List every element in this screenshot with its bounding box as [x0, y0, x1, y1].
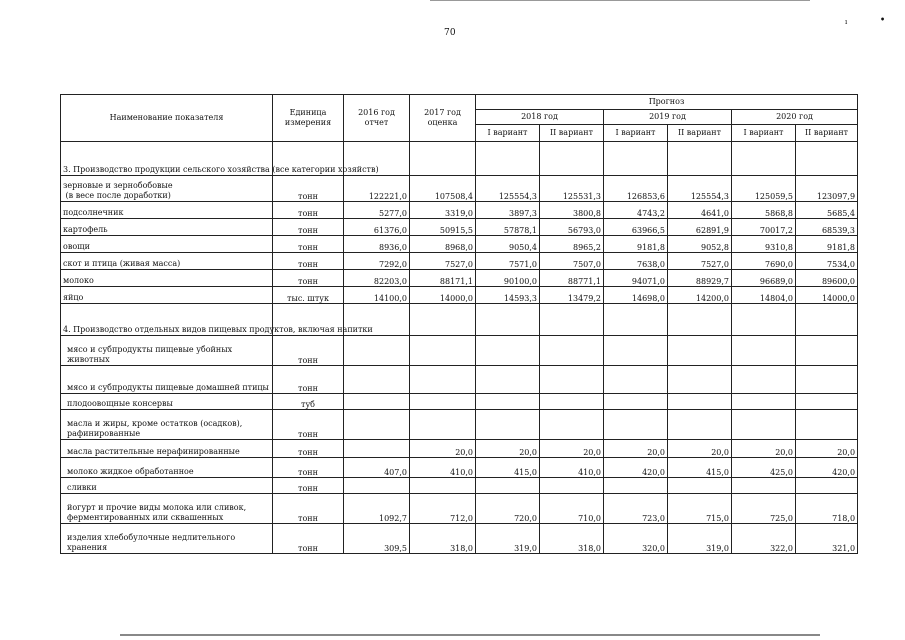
value-cell: 88929,7 [668, 270, 732, 287]
header-2017: 2017 год оценка [410, 95, 476, 142]
value-cell: 8936,0 [344, 236, 410, 253]
value-cell: 5277,0 [344, 202, 410, 219]
value-cell [604, 366, 668, 394]
value-cell: 88771,1 [540, 270, 604, 287]
value-cell: 320,0 [604, 524, 668, 554]
value-cell: 718,0 [796, 494, 858, 524]
table-cell [668, 142, 732, 176]
indicator-name: овощи [61, 236, 273, 253]
value-cell: 20,0 [604, 440, 668, 458]
scan-line-top [430, 0, 810, 1]
value-cell: 7534,0 [796, 253, 858, 270]
value-cell [344, 366, 410, 394]
table-row [61, 202, 858, 219]
table-row [61, 524, 858, 554]
value-cell [344, 410, 410, 440]
unit-cell: тонн [273, 440, 344, 458]
value-cell [668, 366, 732, 394]
table-cell [732, 304, 796, 336]
value-cell: 20,0 [540, 440, 604, 458]
value-cell [732, 478, 796, 494]
value-cell [410, 336, 476, 366]
scan-mark: • [880, 14, 886, 24]
value-cell: 125531,3 [540, 176, 604, 202]
unit-cell: тонн [273, 458, 344, 478]
table-row [61, 287, 858, 304]
value-cell: 68539,3 [796, 219, 858, 236]
value-cell [476, 336, 540, 366]
value-cell: 319,0 [476, 524, 540, 554]
unit-cell: тонн [273, 236, 344, 253]
unit-cell: тыс. штук [273, 287, 344, 304]
value-cell: 710,0 [540, 494, 604, 524]
value-cell: 415,0 [668, 458, 732, 478]
unit-cell: тонн [273, 524, 344, 554]
table-header [61, 95, 858, 142]
table-cell [410, 304, 476, 336]
header-variant-2: II вариант [540, 125, 604, 142]
forecast-table [60, 94, 858, 554]
indicator-name: картофель [61, 219, 273, 236]
value-cell: 107508,4 [410, 176, 476, 202]
value-cell [796, 410, 858, 440]
value-cell: 7571,0 [476, 253, 540, 270]
value-cell [476, 478, 540, 494]
value-cell [410, 394, 476, 410]
value-cell [540, 478, 604, 494]
indicator-name: скот и птица (живая масса) [61, 253, 273, 270]
value-cell [344, 440, 410, 458]
section-title-row [61, 304, 858, 336]
value-cell [796, 366, 858, 394]
indicator-name: зерновые и зернобобовые (в весе после доработки) [61, 176, 273, 202]
value-cell [410, 478, 476, 494]
value-cell: 322,0 [732, 524, 796, 554]
header-2018: 2018 год [476, 110, 604, 125]
value-cell: 20,0 [668, 440, 732, 458]
value-cell: 7292,0 [344, 253, 410, 270]
unit-cell: тонн [273, 202, 344, 219]
value-cell: 3319,0 [410, 202, 476, 219]
section-title: 3. Производство продукции сельского хозяйства (все категории хозяйств) [61, 142, 273, 176]
value-cell: 415,0 [476, 458, 540, 478]
value-cell: 1092,7 [344, 494, 410, 524]
value-cell [732, 336, 796, 366]
indicator-name: масла и жиры, кроме остатков (осадков), рафинированные [61, 410, 273, 440]
value-cell: 82203,0 [344, 270, 410, 287]
value-cell: 14698,0 [604, 287, 668, 304]
scan-line-bottom [120, 634, 820, 636]
value-cell: 420,0 [604, 458, 668, 478]
value-cell: 720,0 [476, 494, 540, 524]
value-cell: 420,0 [796, 458, 858, 478]
value-cell: 125554,3 [476, 176, 540, 202]
value-cell [668, 410, 732, 440]
value-cell: 9310,8 [732, 236, 796, 253]
header-2019: 2019 год [604, 110, 732, 125]
value-cell [540, 394, 604, 410]
value-cell [796, 394, 858, 410]
value-cell [344, 394, 410, 410]
value-cell: 723,0 [604, 494, 668, 524]
value-cell: 13479,2 [540, 287, 604, 304]
unit-cell: туб [273, 394, 344, 410]
table-cell [476, 142, 540, 176]
table-row [61, 366, 858, 394]
unit-cell: тонн [273, 336, 344, 366]
value-cell: 725,0 [732, 494, 796, 524]
header-variant-1: I вариант [476, 125, 540, 142]
value-cell: 5685,4 [796, 202, 858, 219]
indicator-name: молоко жидкое обработанное [61, 458, 273, 478]
value-cell: 61376,0 [344, 219, 410, 236]
value-cell [410, 410, 476, 440]
table-row [61, 440, 858, 458]
page-number: 70 [444, 28, 456, 38]
value-cell: 7507,0 [540, 253, 604, 270]
value-cell [604, 478, 668, 494]
value-cell [732, 394, 796, 410]
value-cell: 712,0 [410, 494, 476, 524]
value-cell: 7638,0 [604, 253, 668, 270]
value-cell: 7527,0 [668, 253, 732, 270]
value-cell: 7690,0 [732, 253, 796, 270]
indicator-name: изделия хлебобулочные недлительного хранения [61, 524, 273, 554]
value-cell: 20,0 [410, 440, 476, 458]
header-variant-1: I вариант [732, 125, 796, 142]
value-cell: 318,0 [540, 524, 604, 554]
indicator-name: мясо и субпродукты пищевые убойных животных [61, 336, 273, 366]
value-cell: 319,0 [668, 524, 732, 554]
section-title-row [61, 142, 858, 176]
value-cell: 20,0 [476, 440, 540, 458]
value-cell: 14200,0 [668, 287, 732, 304]
value-cell [540, 336, 604, 366]
table-row [61, 394, 858, 410]
value-cell: 410,0 [540, 458, 604, 478]
table-row [61, 494, 858, 524]
value-cell: 125059,5 [732, 176, 796, 202]
value-cell: 425,0 [732, 458, 796, 478]
value-cell: 318,0 [410, 524, 476, 554]
value-cell: 94071,0 [604, 270, 668, 287]
value-cell [796, 336, 858, 366]
value-cell: 14000,0 [410, 287, 476, 304]
value-cell [732, 366, 796, 394]
value-cell [796, 478, 858, 494]
table-body [61, 142, 858, 554]
value-cell: 20,0 [732, 440, 796, 458]
value-cell [476, 394, 540, 410]
indicator-name: молоко [61, 270, 273, 287]
header-2016: 2016 год отчет [344, 95, 410, 142]
header-forecast: Прогноз [476, 95, 858, 110]
value-cell: 8968,0 [410, 236, 476, 253]
value-cell: 5868,8 [732, 202, 796, 219]
value-cell: 9050,4 [476, 236, 540, 253]
table-row [61, 458, 858, 478]
table-row [61, 236, 858, 253]
value-cell: 122221,0 [344, 176, 410, 202]
value-cell: 9181,8 [796, 236, 858, 253]
table-cell [668, 304, 732, 336]
value-cell: 63966,5 [604, 219, 668, 236]
table-row [61, 270, 858, 287]
value-cell: 8965,2 [540, 236, 604, 253]
value-cell [668, 336, 732, 366]
value-cell: 4641,0 [668, 202, 732, 219]
value-cell: 410,0 [410, 458, 476, 478]
value-cell: 715,0 [668, 494, 732, 524]
value-cell: 126853,6 [604, 176, 668, 202]
value-cell: 9052,8 [668, 236, 732, 253]
value-cell [476, 366, 540, 394]
value-cell: 20,0 [796, 440, 858, 458]
value-cell [604, 410, 668, 440]
table-cell [604, 142, 668, 176]
value-cell: 309,5 [344, 524, 410, 554]
unit-cell: тонн [273, 253, 344, 270]
indicator-name: мясо и субпродукты пищевые домашней птицы [61, 366, 273, 394]
value-cell: 125554,3 [668, 176, 732, 202]
indicator-name: плодоовощные консервы [61, 394, 273, 410]
header-unit: Единица измерения [273, 95, 344, 142]
table-row [61, 478, 858, 494]
value-cell: 9181,8 [604, 236, 668, 253]
unit-cell: тонн [273, 366, 344, 394]
header-variant-2: II вариант [668, 125, 732, 142]
unit-cell: тонн [273, 410, 344, 440]
value-cell [410, 366, 476, 394]
unit-cell: тонн [273, 219, 344, 236]
value-cell: 321,0 [796, 524, 858, 554]
value-cell: 56793,0 [540, 219, 604, 236]
value-cell: 14804,0 [732, 287, 796, 304]
value-cell [668, 478, 732, 494]
value-cell: 7527,0 [410, 253, 476, 270]
header-indicator: Наименование показателя [61, 95, 273, 142]
value-cell [344, 478, 410, 494]
unit-cell: тонн [273, 270, 344, 287]
table-row [61, 253, 858, 270]
table-row [61, 176, 858, 202]
indicator-name: масла растительные нерафинированные [61, 440, 273, 458]
indicator-name: йогурт и прочие виды молока или сливок, ферментированных или сквашенных [61, 494, 273, 524]
indicator-name: подсолнечник [61, 202, 273, 219]
value-cell [604, 336, 668, 366]
value-cell: 50915,5 [410, 219, 476, 236]
value-cell [540, 410, 604, 440]
unit-cell: тонн [273, 494, 344, 524]
section-title: 4. Производство отдельных видов пищевых продуктов, включая напитки [61, 304, 273, 336]
value-cell [540, 366, 604, 394]
table-cell [796, 142, 858, 176]
table-cell [410, 142, 476, 176]
value-cell [344, 336, 410, 366]
value-cell: 14000,0 [796, 287, 858, 304]
value-cell: 14593,3 [476, 287, 540, 304]
indicator-name: сливки [61, 478, 273, 494]
value-cell [604, 394, 668, 410]
value-cell: 407,0 [344, 458, 410, 478]
value-cell: 89600,0 [796, 270, 858, 287]
header-variant-1: I вариант [604, 125, 668, 142]
table-cell [540, 142, 604, 176]
unit-cell: тонн [273, 478, 344, 494]
table-cell [604, 304, 668, 336]
value-cell: 3800,8 [540, 202, 604, 219]
header-2020: 2020 год [732, 110, 858, 125]
table-row [61, 219, 858, 236]
value-cell [476, 410, 540, 440]
header-variant-2: II вариант [796, 125, 858, 142]
value-cell: 88171,1 [410, 270, 476, 287]
table-cell [796, 304, 858, 336]
value-cell: 96689,0 [732, 270, 796, 287]
value-cell: 3897,3 [476, 202, 540, 219]
indicator-name: яйцо [61, 287, 273, 304]
value-cell [732, 410, 796, 440]
value-cell: 90100,0 [476, 270, 540, 287]
table-row [61, 410, 858, 440]
value-cell: 62891,9 [668, 219, 732, 236]
value-cell: 14100,0 [344, 287, 410, 304]
table-cell [540, 304, 604, 336]
value-cell: 4743,2 [604, 202, 668, 219]
value-cell [668, 394, 732, 410]
table-cell [732, 142, 796, 176]
value-cell: 123097,9 [796, 176, 858, 202]
table-cell [476, 304, 540, 336]
value-cell: 57878,1 [476, 219, 540, 236]
scan-mark: ı [845, 18, 848, 26]
unit-cell: тонн [273, 176, 344, 202]
value-cell: 70017,2 [732, 219, 796, 236]
table-row [61, 336, 858, 366]
